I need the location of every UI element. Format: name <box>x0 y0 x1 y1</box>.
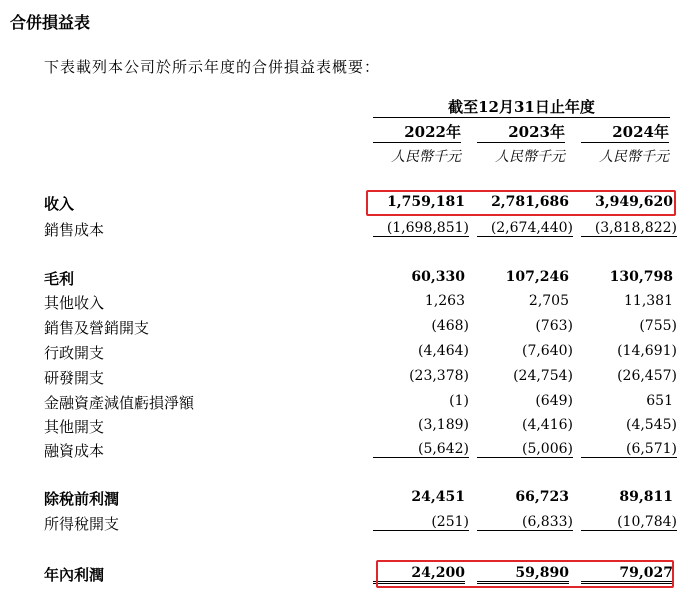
cell-cost-of-sales-2023: (2,674,440) <box>477 220 573 237</box>
cell-other-income-2023: 2,705 <box>528 293 569 309</box>
column-year-2024: 2024年 <box>581 121 669 143</box>
row-label-profit-for-year: 年內利潤 <box>44 566 105 584</box>
cell-admin-expenses-2024: (14,691) <box>617 343 677 359</box>
cell-other-income-2022: 1,263 <box>424 293 465 309</box>
cell-impairment-losses-2023: (649) <box>535 393 573 409</box>
cell-admin-expenses-2023: (7,640) <box>521 343 573 359</box>
cell-revenue-2023: 2,781,686 <box>491 194 569 210</box>
row-label-admin-expenses: 行政開支 <box>44 344 105 362</box>
section-title: 合併損益表 <box>10 13 91 32</box>
cell-rnd-expenses-2022: (23,378) <box>409 368 469 384</box>
cell-other-expenses-2024: (4,545) <box>625 417 677 433</box>
column-year-2023: 2023年 <box>477 121 565 143</box>
cell-profit-before-tax-2023: 66,723 <box>515 489 569 505</box>
period-divider <box>373 117 670 118</box>
cell-selling-marketing-2024: (755) <box>639 318 677 334</box>
cell-profit-before-tax-2022: 24,451 <box>411 489 465 505</box>
cell-income-tax-2024: (10,784) <box>581 514 677 531</box>
column-unit-2023: 人民幣千元 <box>495 149 565 165</box>
cell-income-tax-2022: (251) <box>373 514 469 531</box>
cell-admin-expenses-2022: (4,464) <box>417 343 469 359</box>
row-label-impairment-losses: 金融資產減值虧損淨額 <box>44 394 195 412</box>
cell-finance-costs-2022: (5,642) <box>373 441 469 458</box>
cell-revenue-2022: 1,759,181 <box>387 194 465 210</box>
row-label-other-expenses: 其他開支 <box>44 418 105 436</box>
cell-revenue-2024: 3,949,620 <box>595 194 673 210</box>
cell-rnd-expenses-2024: (26,457) <box>617 368 677 384</box>
cell-income-tax-2023: (6,833) <box>477 514 573 531</box>
cell-cost-of-sales-2022: (1,698,851) <box>373 220 469 237</box>
cell-other-expenses-2023: (4,416) <box>521 417 573 433</box>
cell-profit-before-tax-2024: 89,811 <box>619 489 673 505</box>
cell-impairment-losses-2022: (1) <box>449 393 469 409</box>
intro-text: 下表載列本公司於所示年度的合併損益表概要： <box>44 58 381 76</box>
cell-other-expenses-2022: (3,189) <box>417 417 469 433</box>
row-label-gross-profit: 毛利 <box>44 270 75 288</box>
row-label-profit-before-tax: 除稅前利潤 <box>44 490 120 508</box>
cell-impairment-losses-2024: 651 <box>646 393 673 409</box>
row-label-rnd-expenses: 研發開支 <box>44 369 105 387</box>
period-header: 截至12月31日止年度 <box>448 98 595 116</box>
column-unit-2022: 人民幣千元 <box>391 149 461 165</box>
cell-profit-for-year-2024: 79,027 <box>581 565 673 584</box>
cell-selling-marketing-2023: (763) <box>535 318 573 334</box>
cell-profit-for-year-2023: 59,890 <box>477 565 569 584</box>
cell-cost-of-sales-2024: (3,818,822) <box>581 220 677 237</box>
column-year-2022: 2022年 <box>373 121 461 143</box>
cell-gross-profit-2022: 60,330 <box>411 269 465 285</box>
cell-finance-costs-2023: (5,006) <box>477 441 573 458</box>
row-label-finance-costs: 融資成本 <box>44 442 105 460</box>
cell-other-income-2024: 11,381 <box>624 293 673 309</box>
row-label-income-tax: 所得稅開支 <box>44 515 120 533</box>
cell-gross-profit-2024: 130,798 <box>609 269 673 285</box>
row-label-selling-marketing: 銷售及營銷開支 <box>44 319 150 337</box>
cell-selling-marketing-2022: (468) <box>431 318 469 334</box>
row-label-cost-of-sales: 銷售成本 <box>44 221 105 239</box>
cell-profit-for-year-2022: 24,200 <box>373 565 465 584</box>
cell-rnd-expenses-2023: (24,754) <box>513 368 573 384</box>
row-label-revenue: 收入 <box>44 195 75 213</box>
row-label-other-income: 其他收入 <box>44 294 105 312</box>
profit-highlight-box <box>376 560 674 588</box>
cell-gross-profit-2023: 107,246 <box>505 269 569 285</box>
revenue-highlight-box <box>366 190 676 216</box>
cell-finance-costs-2024: (6,571) <box>581 441 677 458</box>
column-unit-2024: 人民幣千元 <box>599 149 669 165</box>
